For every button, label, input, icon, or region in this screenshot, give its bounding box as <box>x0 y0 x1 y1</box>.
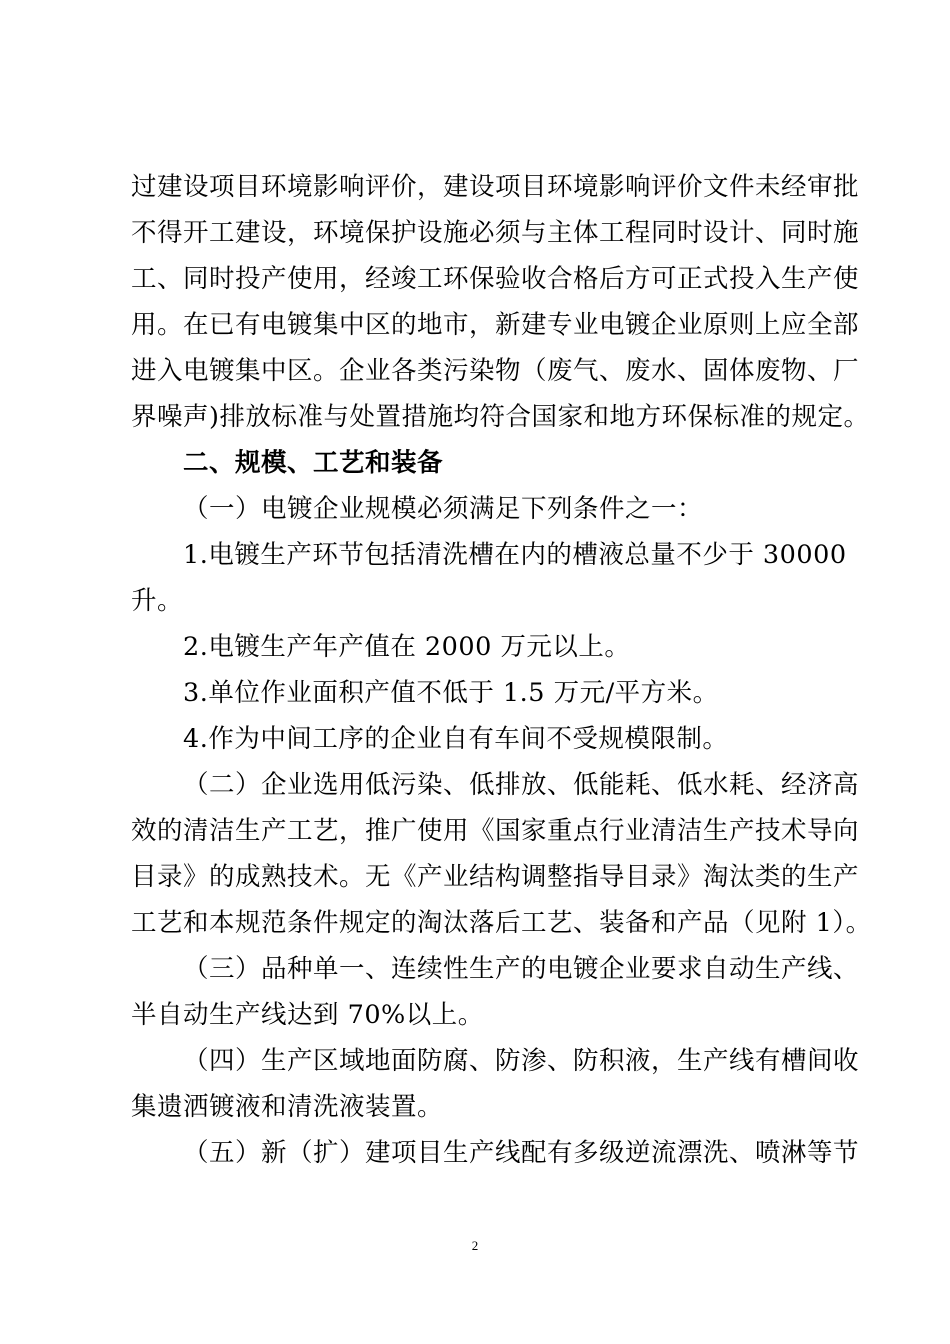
paragraph-start: （五）新（扩）建项目生产线配有多级逆流漂洗、喷淋等节 <box>183 1138 860 1168</box>
text-line: 目录》的成熟技术。无《产业结构调整指导目录》淘汰类的生产 <box>131 862 860 892</box>
section-heading: 二、规模、工艺和装备 <box>183 448 444 478</box>
subsection-heading: （一）电镀企业规模必须满足下列条件之一： <box>183 494 704 524</box>
text-line: 界噪声)排放标准与处置措施均符合国家和地方环保标准的规定。 <box>131 402 870 432</box>
list-item: 3.单位作业面积产值不低于 1.5 万元/平方米。 <box>183 678 719 708</box>
page-number: 2 <box>471 1238 479 1253</box>
text-line: 不得开工建设，环境保护设施必须与主体工程同时设计、同时施 <box>131 218 860 248</box>
text-line: 集遗洒镀液和清洗液装置。 <box>131 1092 444 1122</box>
text-line: 工艺和本规范条件规定的淘汰落后工艺、装备和产品（见附 1）。 <box>131 908 872 938</box>
text-line: 升。 <box>131 586 184 616</box>
paragraph-start: （二）企业选用低污染、低排放、低能耗、低水耗、经济高 <box>183 770 860 800</box>
text-line: 进入电镀集中区。企业各类污染物（废气、废水、固体废物、厂 <box>131 356 860 386</box>
paragraph-start: （四）生产区域地面防腐、防渗、防积液，生产线有槽间收 <box>183 1046 860 1076</box>
text-line: 过建设项目环境影响评价，建设项目环境影响评价文件未经审批 <box>131 172 860 202</box>
list-item: 4.作为中间工序的企业自有车间不受规模限制。 <box>183 724 729 754</box>
list-item: 2.电镀生产年产值在 2000 万元以上。 <box>183 632 631 662</box>
list-item: 1.电镀生产环节包括清洗槽在内的槽液总量不少于 30000 <box>183 540 847 570</box>
text-line: 半自动生产线达到 70%以上。 <box>131 1000 484 1030</box>
text-line: 效的清洁生产工艺，推广使用《国家重点行业清洁生产技术导向 <box>131 816 860 846</box>
text-line: 工、同时投产使用，经竣工环保验收合格后方可正式投入生产使 <box>131 264 860 294</box>
paragraph-start: （三）品种单一、连续性生产的电镀企业要求自动生产线、 <box>183 954 860 984</box>
text-line: 用。在已有电镀集中区的地市，新建专业电镀企业原则上应全部 <box>131 310 860 340</box>
document-body <box>131 164 872 1176</box>
